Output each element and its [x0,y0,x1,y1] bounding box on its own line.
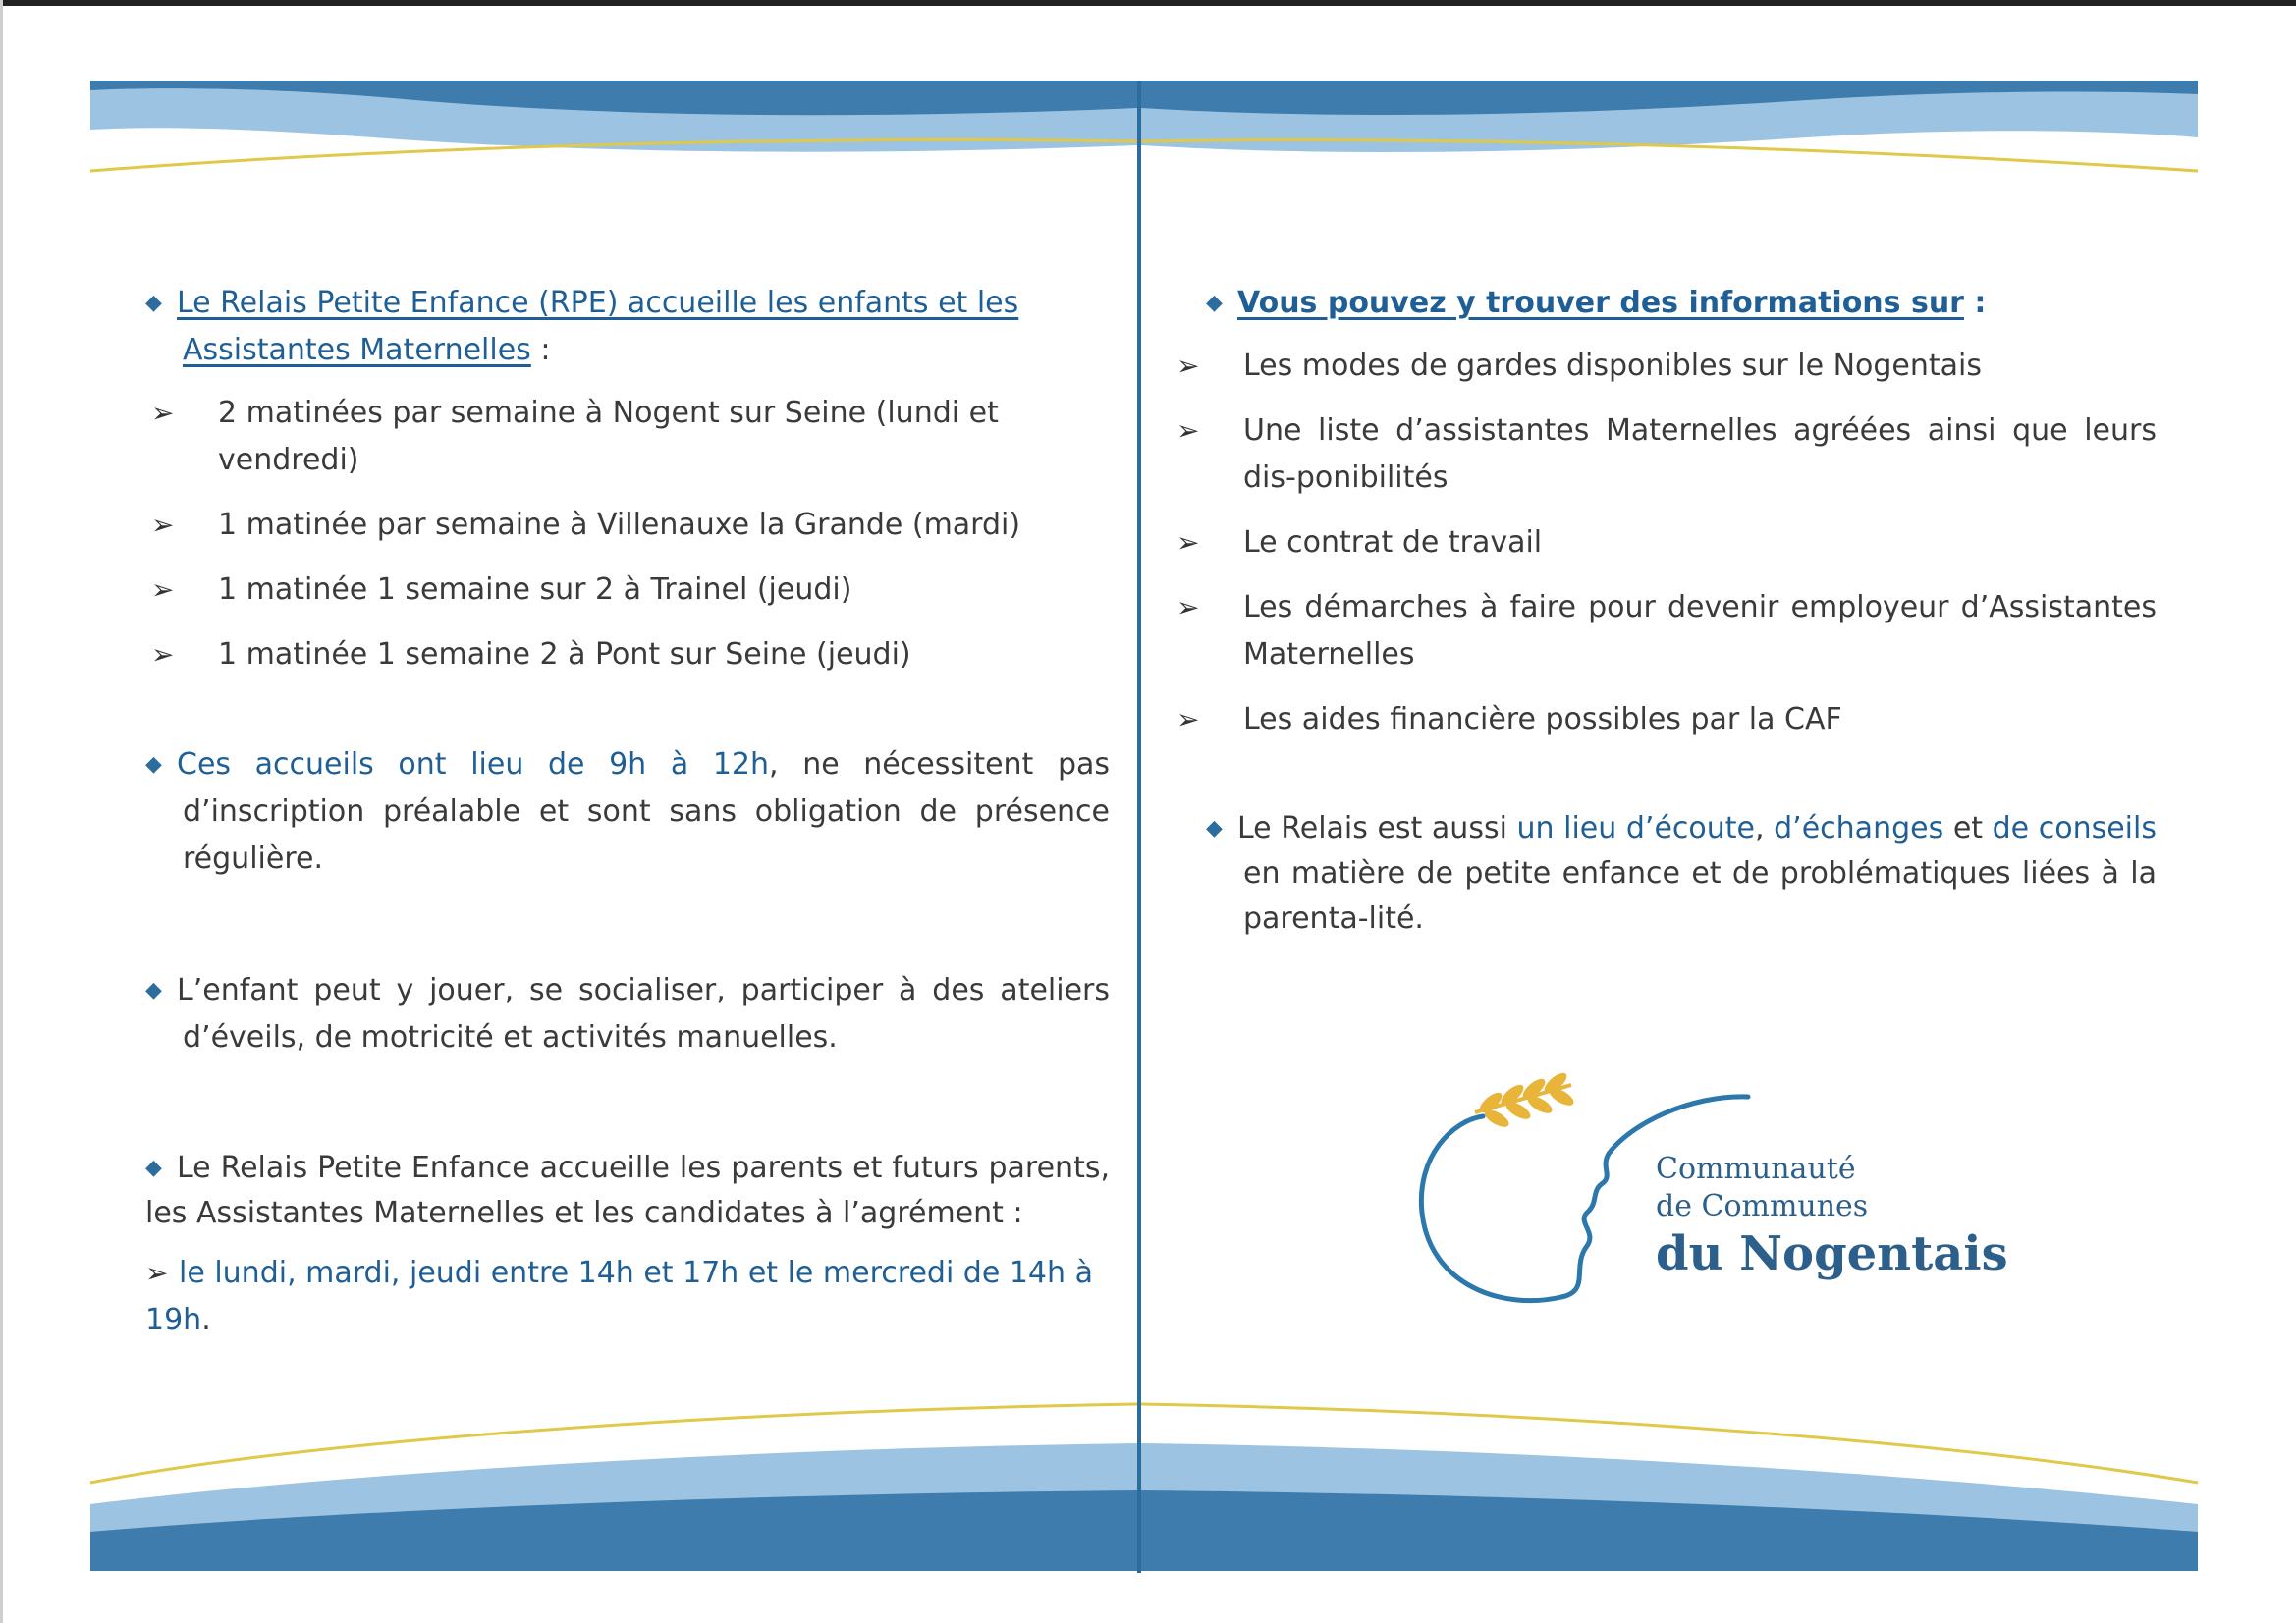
info-intro-title: Vous pouvez y trouver des informations sur [1237,286,1964,320]
activities-paragraph [145,967,1110,1061]
arrow-bullet-icon: ➢ [151,509,175,541]
scan-edge-top [0,0,2296,6]
arrow-bullet-icon: ➢ [1176,526,1200,559]
hours-text: , ne nécessitent pas d’inscription préalable et sont sans obligation de présence régulière. [183,747,1110,876]
list-item [1176,584,2157,678]
left-panel [145,280,1110,1344]
info-item-steps: Les démarches à faire pour devenir employeur d’Assistantes Maternelles [1243,590,2157,672]
rpe-intro-title: Le Relais Petite Enfance (RPE) accueille les enfants et les Assistantes Maternelles [177,286,1019,367]
arrow-bullet-icon: ➢ [1176,591,1200,623]
parents-paragraph [145,1146,1110,1236]
diamond-bullet-icon: ◆ [145,978,162,1002]
info-item-aid: Les aides financière possibles par la CAF [1243,702,1842,736]
arrow-bullet-icon: ➢ [151,638,175,671]
listening-and: et [1943,811,1993,845]
parents-schedule [145,1250,1110,1344]
list-item [145,390,1110,484]
diamond-bullet-icon: ◆ [1206,816,1223,840]
scan-edge-left [0,0,3,1623]
diamond-bullet-icon: ◆ [145,1156,162,1180]
diamond-bullet-icon: ◆ [145,291,162,315]
diamond-bullet-icon: ◆ [145,752,162,777]
arrow-bullet-icon: ➢ [1176,414,1200,447]
schedule-item-nogent: 2 matinées par semaine à Nogent sur Seine (lundi et vendredi) [218,396,999,477]
list-item [1176,519,2157,567]
logo-wordmark [1656,1151,2008,1282]
exchanges-highlight: d’échanges [1774,811,1944,845]
info-intro-suffix: : [1963,286,1987,320]
parents-schedule-end: . [201,1303,211,1337]
schedule-item-villenauxe: 1 matinée par semaine à Villenauxe la Grande (mardi) [218,508,1021,542]
list-item [145,567,1110,614]
arrow-bullet-icon: ➢ [1176,350,1200,382]
list-item [145,502,1110,549]
wave-footer-decoration [0,1384,2296,1581]
arrow-bullet-icon: ➢ [1176,703,1200,735]
arrow-bullet-icon: ➢ [151,397,175,429]
rpe-intro-paragraph [145,280,1110,374]
logo-line-3: du Nogentais [1656,1226,2008,1281]
info-item-list: Une liste d’assistantes Maternelles agréées ainsi que leurs dis-ponibilités [1243,413,2157,495]
rpe-intro-suffix: : [530,333,551,367]
info-item-modes: Les modes de gardes disponibles sur le Nogentais [1243,349,1983,383]
hours-highlight: Ces accueils ont lieu de 9h à 12h [177,747,770,782]
fold-line [1137,81,1141,1573]
wave-header-decoration [0,69,2296,226]
advice-highlight: de conseils [1992,811,2157,845]
listening-highlight: un lieu d’écoute [1516,811,1755,845]
hours-paragraph [145,741,1110,883]
diamond-bullet-icon: ◆ [1206,291,1223,315]
list-item [1176,407,2157,502]
list-item [1176,696,2157,743]
info-intro-paragraph [1206,280,2157,327]
arrow-bullet-icon: ➢ [145,1257,169,1289]
listening-sep: , [1755,811,1775,845]
listening-rest: en matière de petite enfance et de problématiques liées à la parenta-lité. [1243,856,2157,936]
activities-text: L’enfant peut y jouer, se socialiser, participer à des ateliers d’éveils, de motricité et activités manuelles. [177,973,1110,1055]
arrow-bullet-icon: ➢ [151,573,175,606]
logo-line-2: de Communes [1656,1189,1869,1223]
schedule-item-trainel: 1 matinée 1 semaine sur 2 à Trainel (jeudi) [218,572,852,607]
right-panel [1176,280,2157,942]
listening-text: Le Relais est aussi [1237,811,1517,845]
wheat-icon [1475,1069,1576,1130]
parents-schedule-text: le lundi, mardi, jeudi entre 14h et 17h et le mercredi de 14h à 19h [145,1256,1093,1337]
list-item [145,631,1110,678]
logo-line-1: Communauté [1656,1152,1856,1186]
listening-paragraph [1206,806,2157,942]
parents-text: Le Relais Petite Enfance accueille les parents et futurs parents, les Assistantes Maternelles et les candidates à l’agrément : [145,1151,1110,1230]
info-item-contract: Le contrat de travail [1243,525,1543,560]
list-item [1176,343,2157,390]
schedule-item-pont: 1 matinée 1 semaine 2 à Pont sur Seine (jeudi) [218,637,911,672]
